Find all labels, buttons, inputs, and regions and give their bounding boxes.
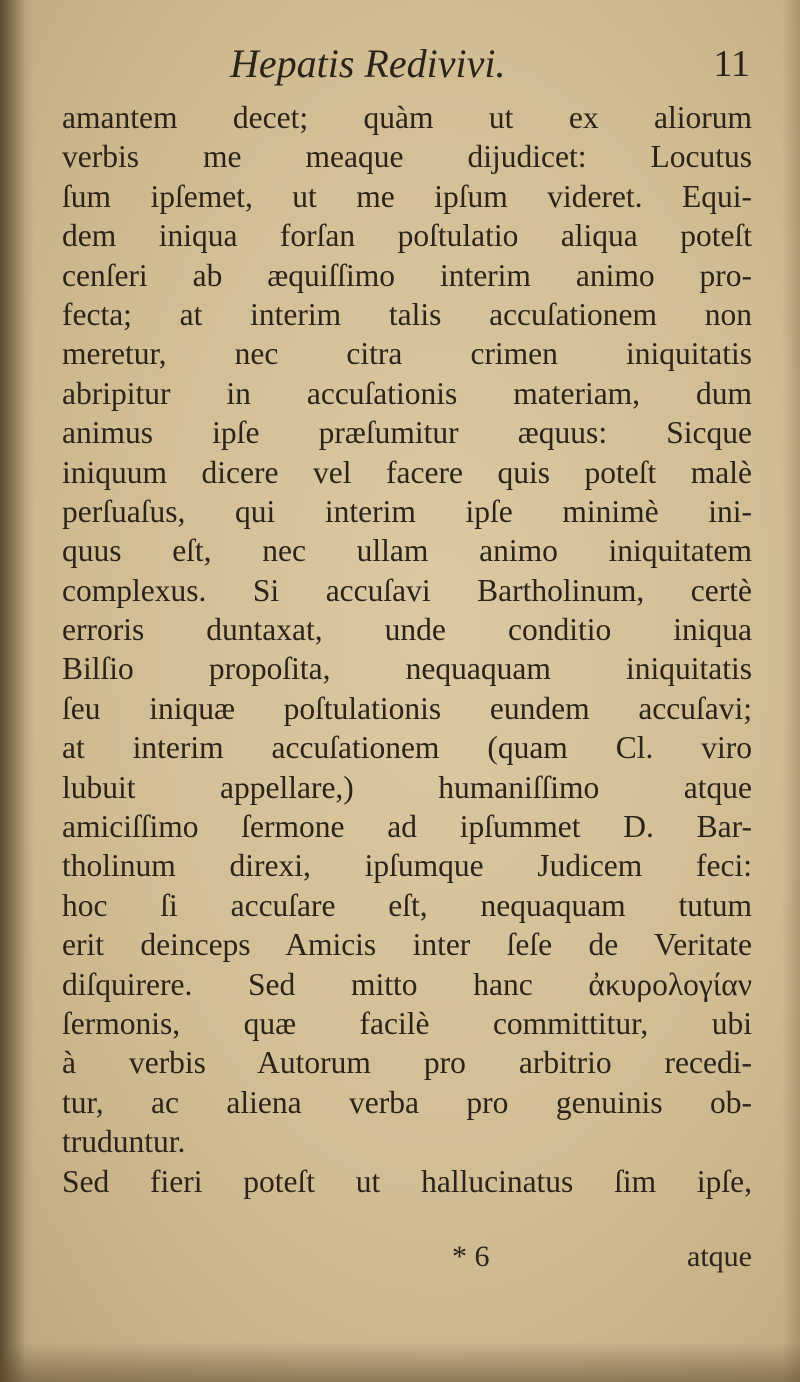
text-line: complexus. Si accuſavi Bartholinum, certè [62, 572, 752, 608]
text-line: verbis me meaque dijudicet: Locutus [62, 139, 752, 175]
catchword: atque [687, 1240, 752, 1273]
text-line: dem iniqua forſan poſtulatio aliqua poteſt [62, 218, 752, 254]
text-line: amantem decet; quàm ut ex aliorum [62, 100, 752, 135]
text-line: Sed fieri poteſt ut hallucinatus ſim ipſe, [62, 1163, 752, 1199]
signature-mark: * 6 [452, 1240, 490, 1273]
text-line: iniquum dicere vel facere quis poteſt malè [62, 454, 752, 490]
text-line: hoc ſi accuſare eſt, nequaquam tutum [62, 887, 752, 923]
text-line: ſum ipſemet, ut me ipſum videret. Equi- [62, 178, 752, 214]
page-edge-shadow [782, 0, 800, 1382]
binding-gutter [0, 0, 34, 1382]
page-header [60, 40, 750, 92]
text-line: abripitur in accuſationis materiam, dum [62, 375, 752, 411]
running-head: Hepatis Redivivi. [230, 41, 506, 86]
text-line: meretur, nec citra crimen iniquitatis [62, 336, 752, 372]
text-line: truduntur. [62, 1124, 186, 1160]
page-bottom-shadow [0, 1342, 800, 1382]
page-number: 11 [713, 43, 750, 85]
text-line: Bilſio propoſita, nequaquam iniquitatis [62, 651, 752, 687]
text-line: perſuaſus, qui interim ipſe minimè ini- [62, 493, 752, 529]
text-line: fecta; at interim talis accuſationem non [62, 296, 752, 332]
text-line: ſermonis, quæ facilè committitur, ubi [62, 1005, 752, 1041]
text-line: lubuit appellare,) humaniſſimo atque [62, 769, 752, 805]
body-text [62, 98, 752, 1201]
text-line: amiciſſimo ſermone ad ipſummet D. Bar- [62, 809, 752, 845]
text-line: tur, ac aliena verba pro genuinis ob- [62, 1084, 752, 1120]
page-footer [62, 1240, 752, 1280]
text-line: at interim accuſationem (quam Cl. viro [62, 730, 752, 766]
text-line: ſeu iniquæ poſtulationis eundem accuſavi; [62, 690, 752, 726]
text-line: erroris duntaxat, unde conditio iniqua [62, 612, 752, 648]
text-line: tholinum direxi, ipſumque Judicem feci: [62, 848, 752, 884]
text-line: diſquirere. Sed mitto hanc ἀκυρολογίαν [62, 966, 752, 1002]
text-line: cenſeri ab æquiſſimo interim animo pro- [62, 257, 752, 293]
text-line: à verbis Autorum pro arbitrio recedi- [62, 1045, 752, 1081]
text-line: animus ipſe præſumitur æquus: Sicque [62, 415, 752, 451]
text-line: erit deinceps Amicis inter ſeſe de Veritate [62, 927, 752, 963]
text-line: quus eſt, nec ullam animo iniquitatem [62, 533, 752, 569]
